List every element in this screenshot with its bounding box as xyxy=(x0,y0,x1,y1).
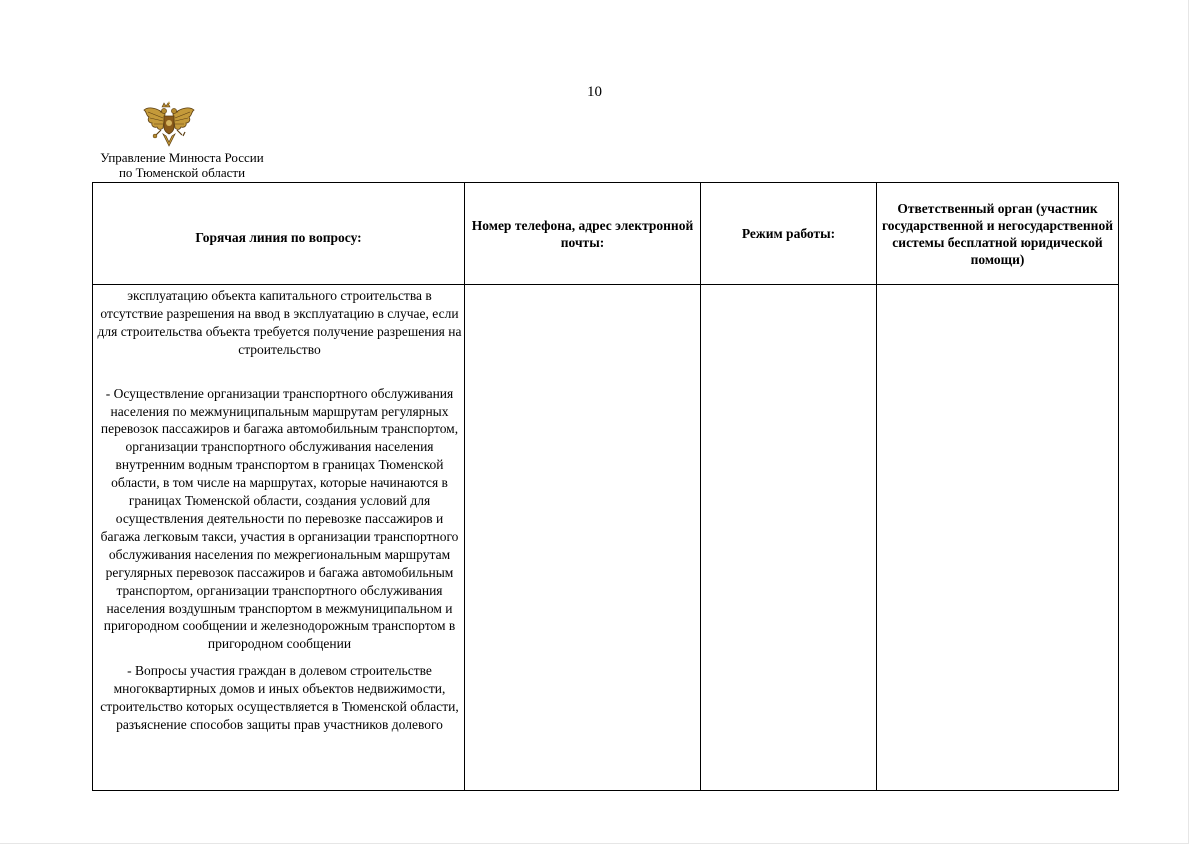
hotline-table xyxy=(92,182,1119,791)
cell-phone-email xyxy=(465,285,701,791)
topic-paragraph: - Осуществление организации транспортного обслуживания населения по межмуниципальным маршрутам регулярных перевозок пассажиров и багажа автомобильным транспортом, организации транспортного обслуживания населения внутренним водным транспортом в границах Тюменской области, в том числе на маршрутах, которые начинаются в границах Тюменской области, создания условий для осуществления деятельности по перевозке пассажиров и багажа легковым такси, участия в организации транспортного обслуживания населения по межрегиональным маршрутам регулярных перевозок пассажиров и багажа автомобильным транспортом, организации транспортного обслуживания населения воздушным транспортом в межмуниципальном и пригородном сообщении и железнодорожным транспортом в пригородном сообщении xyxy=(100,385,459,652)
header-phone-email: Номер телефона, адрес электронной почты: xyxy=(465,183,701,285)
header-work-hours: Режим работы: xyxy=(701,183,877,285)
double-headed-eagle-icon xyxy=(143,100,195,150)
organization-name-line1: Управление Минюста России xyxy=(100,150,264,165)
topic-paragraph: эксплуатацию объекта капитального строительства в отсутствие разрешения на ввод в эксплуатацию в случае, если для строительства объекта требуется получение разрешения на строительство xyxy=(97,288,462,357)
organization-name xyxy=(82,150,282,180)
topic-paragraph: - Вопросы участия граждан в долевом строительстве многоквартирных домов и иных объектов недвижимости, строительство которых осуществляется в Тюменской области, разъяснение способов защиты прав участников долевого xyxy=(100,663,459,732)
cell-responsible-body xyxy=(877,285,1119,791)
cell-hotline-topic xyxy=(93,285,465,791)
organization-name-line2: по Тюменской области xyxy=(118,165,246,180)
header-responsible-body: Ответственный орган (участник государственной и негосударственной системы бесплатной юридической помощи) xyxy=(877,183,1119,285)
cell-work-hours xyxy=(701,285,877,791)
table-row xyxy=(93,285,1119,791)
table-header-row xyxy=(93,183,1119,285)
page-number: 10 xyxy=(587,84,602,100)
header-hotline-topic: Горячая линия по вопросу: xyxy=(93,183,465,285)
